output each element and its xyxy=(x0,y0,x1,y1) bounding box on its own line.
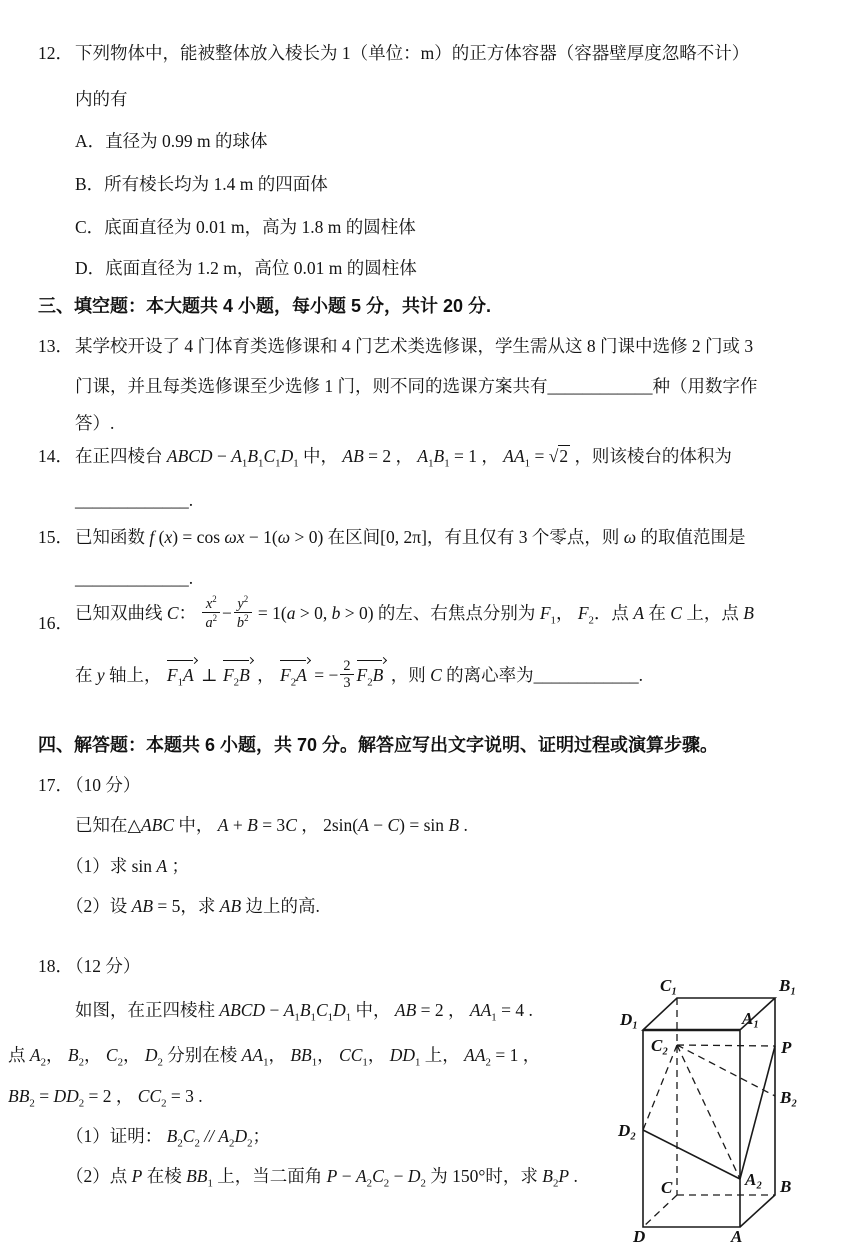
vertex-label-D2: D₂ xyxy=(618,1121,637,1140)
question-18-points: （12 分） xyxy=(66,956,141,976)
question-12-option-d: D．底面直径为 1.2 m，高位 0.01 m 的圆柱体 xyxy=(75,258,417,278)
vertex-label-C: C xyxy=(661,1178,673,1197)
question-12-line-1: 下列物体中，能被整体放入棱长为 1（单位：m）的正方体容器（容器壁厚度忽略不计） xyxy=(75,43,750,63)
vertex-label-D: D xyxy=(633,1227,646,1246)
question-18-figure xyxy=(608,953,848,1253)
question-13-number: 13． xyxy=(38,336,73,356)
question-15-number: 15． xyxy=(38,527,73,547)
question-17-points: （10 分） xyxy=(66,775,141,795)
vertex-labels xyxy=(617,976,797,1246)
question-17-stem: 已知在△ABC 中， A + B = 3C ， 2sin(A − C) = sin B . xyxy=(75,815,468,835)
question-18-part-1: （1）证明： $B_2C_2 // A_2D_2$； xyxy=(66,1126,271,1150)
section-3-header: 三、填空题：本大题共 4 小题，每小题 5 分，共计 20 分. xyxy=(38,296,492,316)
question-14-line-1: 在正四棱台 ABCD − $A_1B_1C_1D_1$ 中， AB = 2 ， $A_1B_1 = 1$ ， $AA_1 = √2$ ，则该棱台的体积为 xyxy=(75,446,732,470)
vertex-label-C2: C₂ xyxy=(651,1036,669,1055)
question-17-part-2: （2）设 AB = 5，求 AB 边上的高. xyxy=(66,896,320,916)
vertex-label-P: P xyxy=(781,1038,792,1057)
question-12-number: 12． xyxy=(38,43,73,63)
question-17-number: 17． xyxy=(38,775,73,795)
vertex-label-A: A xyxy=(731,1227,743,1246)
section-4-header: 四、解答题：本题共 6 小题，共 70 分。解答应写出文字说明、证明过程或演算步骤。 xyxy=(38,735,719,755)
vertex-label-A2: A₂ xyxy=(745,1170,763,1189)
question-14-number: 14． xyxy=(38,446,73,466)
question-13-line-3: 答）. xyxy=(75,413,115,433)
question-17-part-1: （1）求 sin A ； xyxy=(66,856,190,876)
vertex-label-B: B xyxy=(780,1177,792,1196)
question-15-line-1: 已知函数 f (x) = cos ωx − 1(ω > 0) 在区间[0, 2π]，有且仅有 3 个零点，则 ω 的取值范围是 xyxy=(75,527,746,547)
question-12-option-b: B．所有棱长均为 1.4 m 的四面体 xyxy=(75,174,328,194)
question-14-answer-blank: _____________. xyxy=(75,490,194,510)
question-16-line-1: 已知双曲线 C： $\frac{x^2}{a^2}$ − $\frac{y^2}{b^2}$ = 1(a > 0, b > 0) 的左、右焦点分别为 $F_1$， $F_2$．点 A 在 C 上，点 B xyxy=(75,594,754,632)
vertex-label-A1: A₁ xyxy=(742,1009,760,1028)
question-15-answer-blank: _____________. xyxy=(75,568,194,588)
vertex-label-C1: C₁ xyxy=(660,976,678,995)
question-18-part-2: （2）点 P 在棱 $BB_1$ 上，当二面角 $P - A_2C_2 - D_2$ 为 150°时，求 $B_2P$ . xyxy=(66,1166,578,1190)
question-13-line-1: 某学校开设了 4 门体育类选修课和 4 门艺术类选修课，学生需从这 8 门课中选修 2 门或 3 xyxy=(75,336,754,356)
question-16-number: 16． xyxy=(38,613,73,633)
question-13-line-2: 门课，并且每类选修课至少选修 1 门，则不同的选课方案共有____________种（用数字作 xyxy=(75,376,758,396)
question-18-number: 18． xyxy=(38,956,73,976)
question-12-line-2: 内的有 xyxy=(75,89,128,109)
question-12-option-c: C．底面直径为 0.01 m，高为 1.8 m 的圆柱体 xyxy=(75,217,416,237)
question-12-option-a: A．直径为 0.99 m 的球体 xyxy=(75,131,268,151)
question-18-stem-1: 如图，在正四棱柱 ABCD − $A_1B_1C_1D_1$ 中， AB = 2 ， $AA_1 = 4$ . xyxy=(75,1000,533,1024)
vertex-label-B2: B₂ xyxy=(780,1088,798,1107)
question-18-stem-2: 点 $A_2$， $B_2$， $C_2$， $D_2$ 分别在棱 $AA_1$， $BB_1$， $CC_1$， $DD_1$ 上， $AA_2 = 1$ ， xyxy=(8,1045,541,1069)
question-18-stem-3: $BB_2 = DD_2 = 2$ ， $CC_2 = 3$ . xyxy=(8,1086,203,1110)
question-16-line-2: 在 y 轴上， $F_1A$ ⊥ $F_2B$ ， $F_2A$ = − $\frac{2}{3}$ $F_2B$ ，则 C 的离心率为____________. xyxy=(75,660,643,696)
vertex-label-D1: D₁ xyxy=(620,1010,639,1029)
vertex-label-B1: B₁ xyxy=(779,976,797,995)
construction-dashed-lines xyxy=(643,1045,775,1179)
